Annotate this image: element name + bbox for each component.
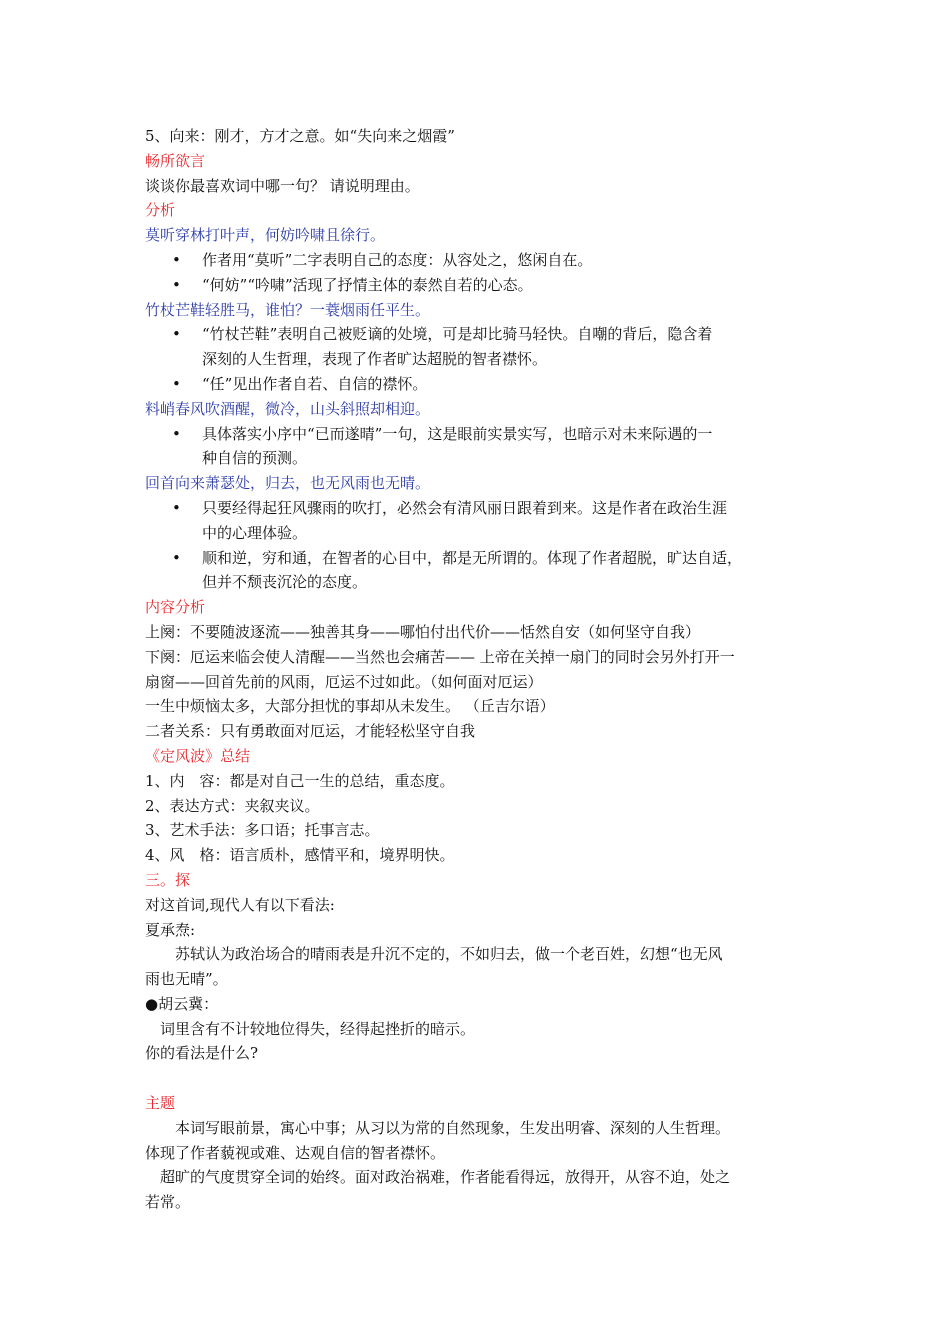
bullet-item (145, 322, 815, 372)
paragraph: 苏轼认为政治场合的晴雨表是升沉不定的，不如归去，做一个老百姓，幻想“也无风 (175, 945, 723, 964)
bullet-item (145, 372, 815, 397)
bullet-text: 顺和逆，穷和通，在智者的心目中，都是无所谓的。体现了作者超脱，旷达自适， (202, 548, 743, 567)
bullet-item (145, 422, 815, 472)
paragraph: 体现了作者藐视或难、达观自信的智者襟怀。 (145, 1143, 446, 1162)
paragraph: 下阕：厄运来临会使人清醒——当然也会痛苦—— 上帝在关掉一扇门的同时会另外打开一 (145, 647, 735, 666)
paragraph: 超旷的气度贯穿全词的始终。面对政治祸难，作者能看得远，放得开，从容不迫，处之 (160, 1168, 731, 1187)
bullet-icon: • (172, 374, 181, 393)
bullet-item (145, 546, 815, 596)
paragraph: 雨也无晴”。 (145, 970, 228, 989)
bullet-text: “任”见出作者自若、自信的襟怀。 (202, 374, 428, 393)
paragraph: 若常。 (145, 1193, 191, 1212)
paragraph: 本词写眼前景，寓心中事；从习以为常的自然现象，生发出明睿、深刻的人生哲理。 (175, 1118, 731, 1137)
bullet-text: 具体落实小序中“已而遂晴”一句，这是眼前实景实写，也暗示对未来际遇的一 (202, 424, 713, 443)
bullet-icon: • (172, 498, 181, 517)
section-heading: 分析 (145, 201, 176, 220)
bullet-icon: • (172, 275, 181, 294)
section-heading: 《定风波》总结 (145, 746, 251, 765)
speaker-name: ●胡云冀： (145, 994, 219, 1013)
section-heading: 内容分析 (145, 598, 206, 617)
section-heading: 畅所欲言 (145, 151, 206, 170)
summary-item: 4、风 格：语言质朴，感情平和，境界明快。 (145, 846, 455, 865)
bullet-text-continued: 中的心理体验。 (202, 523, 308, 542)
paragraph: 你的看法是什么? (145, 1044, 259, 1063)
bullet-text-continued: 种自信的预测。 (202, 449, 308, 468)
bullet-text: 作者用“莫听”二字表明自己的态度：从容处之，悠闲自在。 (202, 250, 593, 269)
document-page (145, 124, 815, 1215)
poem-line: 回首向来萧瑟处，归去，也无风雨也无晴。 (145, 474, 431, 493)
summary-item: 1、内 容：都是对自己一生的总结，重态度。 (145, 771, 455, 790)
bullet-icon: • (172, 325, 181, 344)
bullet-icon: • (172, 424, 181, 443)
paragraph: 扇窗——回首先前的风雨，厄运不过如此。（如何面对厄运） (145, 672, 543, 691)
paragraph: 5、向来：刚才，方才之意。如“失向来之烟霞” (145, 127, 455, 145)
summary-item: 3、艺术手法：多口语；托事言志。 (145, 821, 380, 840)
summary-item: 2、表达方式：夹叙夹议。 (145, 796, 320, 815)
section-heading: 三。探 (145, 870, 191, 889)
section-heading: 主题 (145, 1094, 176, 1113)
paragraph: 一生中烦恼太多，大部分担忧的事却从未发生。 （丘吉尔语） (145, 697, 555, 716)
bullet-text: “竹杖芒鞋”表明自己被贬谪的处境，可是却比骑马轻快。自嘲的背后，隐含着 (202, 325, 713, 344)
bullet-icon: • (172, 250, 181, 269)
bullet-text: 只要经得起狂风骤雨的吹打，必然会有清风丽日跟着到来。这是作者在政治生涯 (202, 498, 728, 517)
paragraph: 词里含有不计较地位得失，经得起挫折的暗示。 (160, 1019, 476, 1038)
blank-line (145, 1066, 815, 1091)
paragraph: 对这首词,现代人有以下看法: (145, 895, 335, 914)
paragraph: 谈谈你最喜欢词中哪一句？ 请说明理由。 (145, 176, 420, 195)
bullet-icon: • (172, 548, 181, 567)
bullet-item (145, 273, 815, 298)
poem-line: 料峭春风吹酒醒，微冷，山头斜照却相迎。 (145, 399, 431, 418)
poem-line: 莫听穿林打叶声，何妨吟啸且徐行。 (145, 226, 386, 245)
bullet-item (145, 496, 815, 546)
bullet-item (145, 248, 815, 273)
bullet-text: “何妨”“吟啸”活现了抒情主体的泰然自若的心态。 (202, 275, 533, 294)
bullet-text-continued: 但并不颓丧沉沦的态度。 (202, 573, 368, 592)
poem-line: 竹杖芒鞋轻胜马，谁怕？一蓑烟雨任平生。 (145, 300, 431, 319)
speaker-name: 夏承焘: (145, 920, 196, 939)
paragraph: 上阕：不要随波逐流——独善其身——哪怕付出代价——恬然自安（如何坚守自我） (145, 622, 701, 641)
paragraph: 二者关系：只有勇敢面对厄运，才能轻松坚守自我 (145, 722, 476, 741)
bullet-text-continued: 深刻的人生哲理，表现了作者旷达超脱的智者襟怀。 (202, 350, 548, 369)
